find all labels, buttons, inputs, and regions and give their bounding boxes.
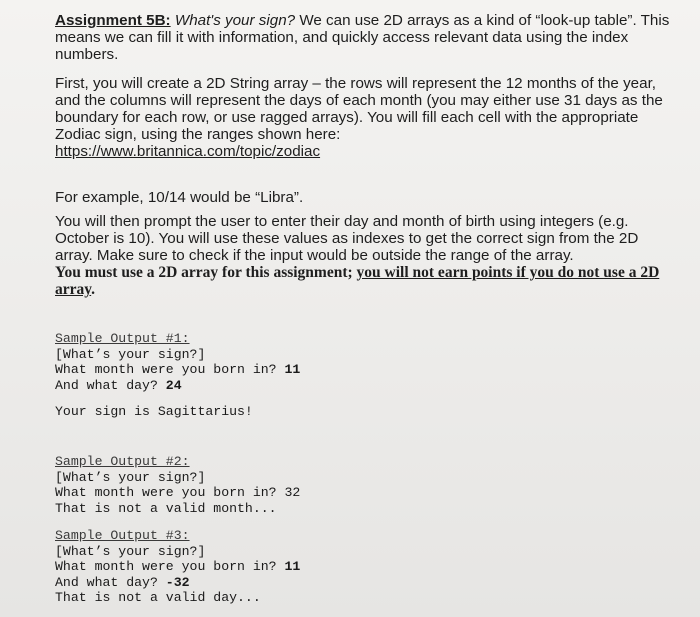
sample-output-3 — [55, 528, 655, 606]
assignment-subtitle: What's your sign? — [174, 12, 296, 29]
sample-output-1 — [55, 331, 655, 393]
assignment-title: Assignment 5B: — [55, 12, 171, 29]
intro-paragraph — [55, 12, 675, 63]
sample-output-1-line1: [What’s your sign?] — [55, 346, 206, 362]
sample-output-3-line1: [What’s your sign?] — [55, 543, 206, 559]
sample-output-3-line2: What month were you born in? 11 — [55, 559, 301, 574]
prompt-paragraph — [55, 213, 675, 298]
example-text: For example, 10/14 would be “Libra”. — [55, 189, 304, 206]
requirement-note: You must use a 2D array for this assignment; you will not earn points if you do not use a 2D array. — [55, 264, 660, 298]
sample-output-2-result: That is not a valid month... — [55, 500, 277, 516]
sample-output-3-header: Sample Output #3: — [55, 528, 190, 543]
sample-output-3-line3: And what day? -32 — [55, 574, 190, 590]
sample-output-1-line2: What month were you born in? 11 — [55, 362, 301, 377]
sample-output-3-result: That is not a valid day... — [55, 590, 261, 605]
sample-output-2-header: Sample Output #2: — [55, 454, 190, 469]
sample-output-2-line2: What month were you born in? 32 — [55, 485, 301, 500]
sample-output-1-line3: And what day? 24 — [55, 377, 182, 393]
sample-output-2-line1: [What’s your sign?] — [55, 469, 206, 485]
sample-output-1-header: Sample Output #1: — [55, 331, 190, 346]
instructions-paragraph — [55, 75, 675, 160]
sample-output-1-result-block — [55, 404, 655, 420]
requirement-warning: you will not earn points if you do not use a 2D array — [55, 264, 660, 298]
prompt-text: You will then prompt the user to enter their day and month of birth using integers (e.g. October is 10). You will use these values as indexes to get the correct sign from the 2D array. Make sure to check if the input would be outside the range of the array. — [55, 213, 639, 264]
intro-text: We can use 2D arrays as a kind of “look-up table”. This means we can fill it with information, and quickly access relevant data using the index numbers. — [55, 12, 670, 63]
example-paragraph — [55, 189, 675, 206]
sample-output-2 — [55, 454, 655, 516]
instructions-text: First, you will create a 2D String array – the rows will represent the 12 months of the year, and the columns will represent the days of each month (you may either use 31 days as the boundary for each row, or use ragged arrays). You will fill each cell with the appropriate Zodiac sign, using the ranges shown here: — [55, 75, 663, 143]
zodiac-link[interactable]: https://www.britannica.com/topic/zodiac — [55, 143, 321, 160]
sample-output-1-result: Your sign is Sagittarius! — [55, 404, 253, 419]
